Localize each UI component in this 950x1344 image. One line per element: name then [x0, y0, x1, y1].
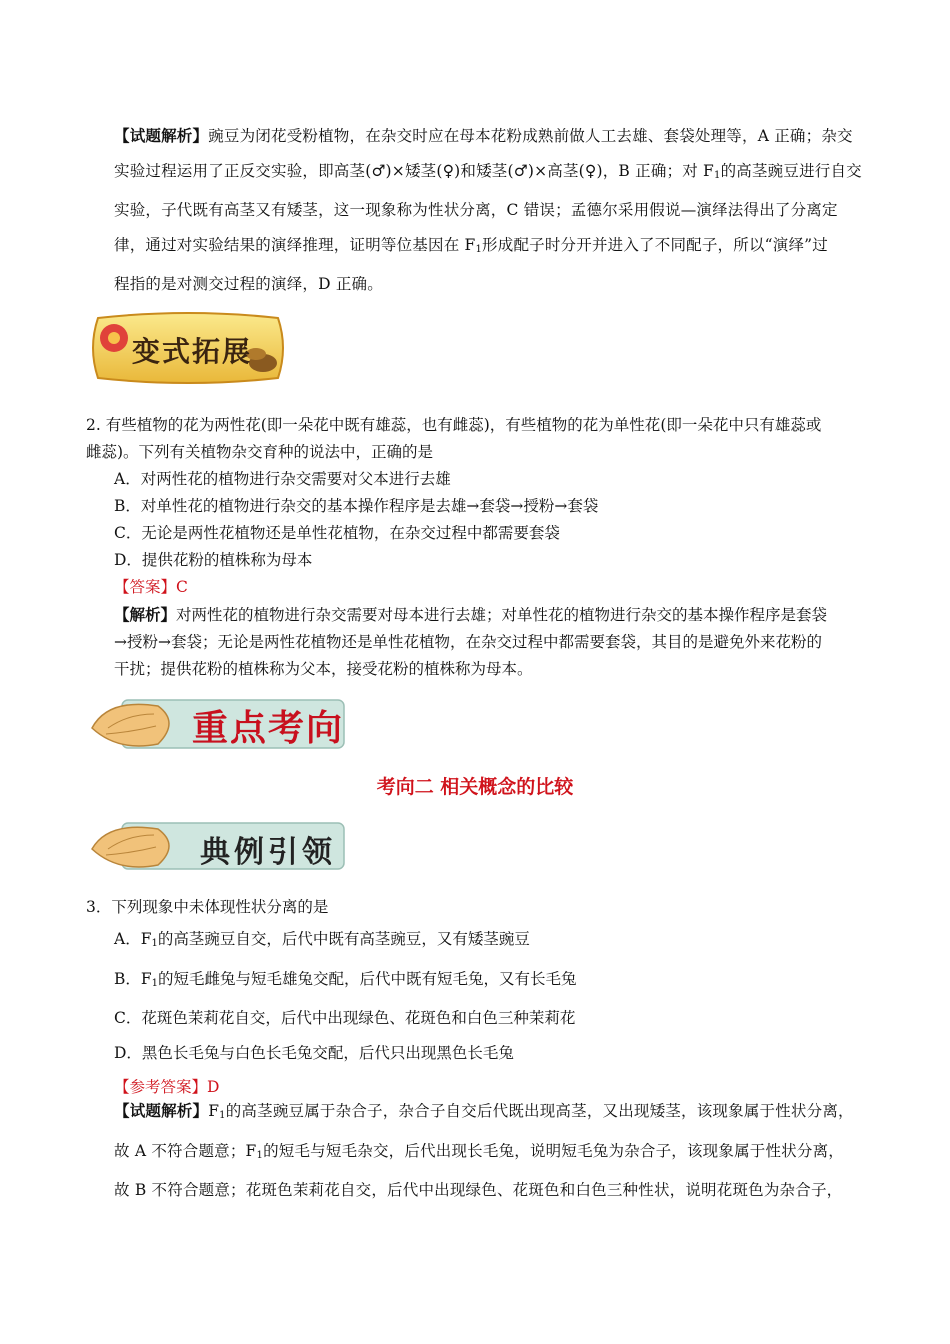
- explanation-line: →授粉→套袋；无论是两性花植物还是单性花植物，在杂交过程中都需要套袋，其目的是避免外来花粉的: [114, 633, 822, 651]
- line: 故 B 不符合题意；花斑色茉莉花自交，后代中出现绿色、花斑色和白色三种性状，说明花斑色为杂合子，: [114, 1181, 843, 1199]
- question-2-stem: 2. 有些植物的花为两性花(即一朵花中既有雄蕊，也有雌蕊)，有些植物的花为单性花(即一朵花中只有雄蕊或 雌蕊)。下列有关植物杂交育种的说法中，正确的是: [86, 416, 822, 461]
- option-a: A．$F_1$的高茎豌豆自交，后代中既有高茎豌豆，又有矮茎豌豆: [114, 930, 530, 949]
- line: 实验，子代既有高茎又有矮茎，这一现象称为性状分离，C 错误；孟德尔采用假说—演绎法得出了分离定: [114, 201, 838, 219]
- question-3-options: [114, 922, 854, 1105]
- line: 【试题解析】豌豆为闭花受粉植物，在杂交时应在母本花粉成熟前做人工去雄、套袋处理等，A 正确；杂交: [114, 126, 853, 145]
- option-d: D．黑色长毛兔与白色长毛兔交配，后代只出现黑色长毛兔: [114, 1043, 514, 1062]
- banner-title: 变式拓展: [132, 335, 253, 368]
- line: 故 A 不符合题意；$F_1$的短毛与短毛杂交，后代出现长毛兔，说明短毛兔为杂合子，该现象属于性状分离，: [114, 1141, 844, 1161]
- explanation-block-1: [114, 119, 866, 302]
- label-analysis: 【试题解析】: [114, 126, 209, 145]
- answer-line: 【答案】C: [114, 578, 188, 596]
- option-b: B．对单性花的植物进行杂交的基本操作程序是去雄→套袋→授粉→套袋: [114, 497, 599, 515]
- option-c: C．花斑色茉莉花自交，后代中出现绿色、花斑色和白色三种茉莉花: [114, 1009, 576, 1027]
- line: 【试题解析】$F_1$的高茎豌豆属于杂合子，杂合子自交后代既出现高茎，又出现矮茎，该现象属于性状分离，: [114, 1101, 854, 1121]
- banner-title: 重点考向: [192, 707, 345, 749]
- explanation-line: 【解析】对两性花的植物进行杂交需要对母本进行去雄；对单性花的植物进行杂交的基本操作程序是套袋: [114, 605, 828, 624]
- answer-line: 【参考答案】D: [114, 1078, 220, 1096]
- option-c: C．无论是两性花植物还是单性花植物，在杂交过程中都需要套袋: [114, 524, 560, 542]
- shell-icon: [92, 827, 169, 867]
- section-heading: 考向二 相关概念的比较: [376, 776, 574, 798]
- banner-key-direction: [88, 692, 350, 756]
- banner-example: [88, 815, 350, 877]
- line: 程指的是对测交过程的演绎，D 正确。: [114, 275, 383, 293]
- line: 律，通过对实验结果的演绎推理，证明等位基因在 $F_1$形成配子时分开并进入了不同配子，所以“演绎”过: [114, 235, 828, 255]
- line: 实验过程运用了正反交实验，即高茎(♂)×矮茎(♀)和矮茎(♂)×高茎(♀)，B 正确；对 $F_1$的高茎豌豆进行自交: [114, 161, 862, 181]
- option-a: A．对两性花的植物进行杂交需要对父本进行去雄: [114, 470, 451, 488]
- shell-icon: [92, 704, 169, 746]
- question-3-stem: 3．下列现象中未体现性状分离的是: [86, 898, 329, 916]
- explanation-block-3: [114, 1094, 866, 1208]
- question-2-options: [114, 466, 854, 683]
- option-d: D．提供花粉的植株称为母本: [114, 551, 313, 569]
- banner-variation: [88, 308, 288, 388]
- option-b: B．$F_1$的短毛雌兔与短毛雄兔交配，后代中既有短毛兔，又有长毛兔: [114, 969, 577, 989]
- explanation-line: 干扰；提供花粉的植株称为父本，接受花粉的植株称为母本。: [114, 660, 533, 678]
- banner-title: 典例引领: [200, 835, 336, 870]
